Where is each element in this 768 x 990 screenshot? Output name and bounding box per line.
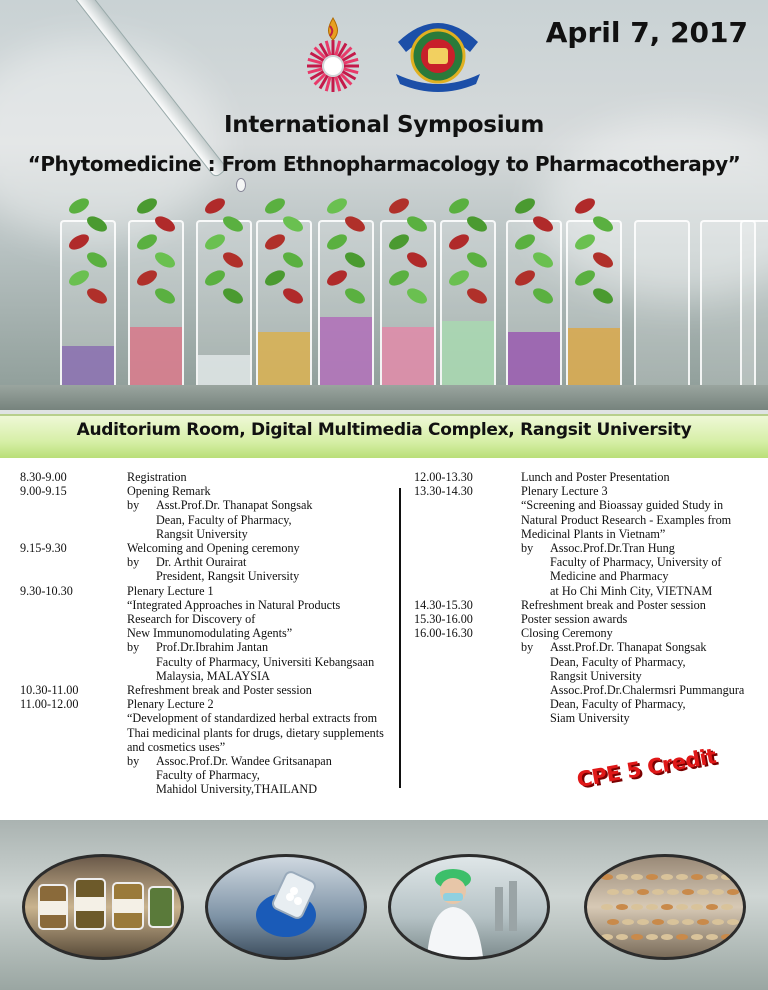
test-tube-icon — [256, 220, 312, 410]
speaker-line: President, Rangsit University — [156, 569, 300, 584]
speaker-line: Faculty of Pharmacy, Universiti Kebangsaan — [156, 654, 375, 669]
symposium-emblem-icon — [297, 14, 369, 94]
schedule-item — [20, 470, 395, 484]
plant-leaf-icon — [324, 195, 349, 216]
schedule-item — [414, 626, 764, 725]
schedule-time: 9.30-10.30 — [20, 583, 73, 598]
symposium-subtitle: “Phytomedicine : From Ethnopharmacology to Pharmacotherapy” — [27, 152, 741, 176]
event-date: April 7, 2017 — [545, 16, 748, 49]
speaker-line: Dean, Faculty of Pharmacy, — [550, 697, 686, 712]
schedule-time: 15.30-16.00 — [414, 612, 473, 627]
test-tube-icon — [128, 220, 184, 410]
speaker-line: at Ho Chi Minh City, VIETNAM — [550, 583, 713, 598]
droplet-icon — [236, 178, 246, 192]
schedule-title: Plenary Lecture 1 — [127, 583, 214, 598]
test-tube-icon — [380, 220, 436, 410]
schedule-title: Lunch and Poster Presentation — [521, 470, 670, 484]
cpe-credit-badge: CPE 5 Credit — [574, 743, 718, 793]
schedule-time: 14.30-15.30 — [414, 597, 473, 612]
schedule-detail: New Immunomodulating Agents” — [127, 626, 293, 641]
test-tube-icon — [60, 220, 116, 410]
speaker-line: Mahidol University,THAILAND — [156, 782, 318, 797]
schedule-detail: “Development of standardized herbal extracts from — [127, 711, 378, 726]
schedule-title: Plenary Lecture 3 — [521, 484, 608, 499]
speaker-line: Asst.Prof.Dr. Thanapat Songsak — [550, 640, 707, 655]
schedule-title: Closing Ceremony — [521, 626, 613, 641]
speaker-line: Asst.Prof.Dr. Thanapat Songsak — [156, 498, 313, 513]
speaker-line: Malaysia, MALAYSIA — [156, 668, 270, 683]
by-label: by — [127, 640, 140, 655]
lab-scientist-image — [388, 854, 550, 960]
column-divider — [399, 488, 401, 788]
schedule-detail: “Integrated Approaches in Natural Products — [127, 597, 341, 612]
speaker-line: Dr. Arthit Ourairat — [156, 555, 247, 570]
by-label: by — [521, 640, 534, 655]
schedule-item — [414, 612, 764, 626]
schedule-detail: “Screening and Bioassay guided Study in — [521, 498, 724, 513]
schedule-title: Poster session awards — [521, 612, 628, 627]
schedule-title: Refreshment break and Poster session — [521, 597, 706, 612]
plant-leaf-icon — [386, 195, 411, 216]
hero-test-tubes-image — [0, 0, 768, 410]
schedule-time: 9.00-9.15 — [20, 484, 67, 499]
schedule-detail: and cosmetics uses” — [127, 739, 226, 754]
plant-leaf-icon — [512, 195, 537, 216]
schedule-time: 8.30-9.00 — [20, 470, 67, 484]
schedule-item — [20, 484, 395, 541]
venue-text: Auditorium Room, Digital Multimedia Complex, Rangsit University — [76, 420, 692, 440]
speaker-line: Rangsit University — [156, 526, 248, 541]
schedule-time: 13.30-14.30 — [414, 484, 473, 499]
schedule-item — [20, 584, 395, 683]
faculty-of-pharmacy-seal-icon — [390, 10, 486, 96]
schedule-item — [20, 697, 395, 796]
herbal-jars-image — [22, 854, 184, 960]
speaker-line: Faculty of Pharmacy, University of — [550, 555, 722, 570]
schedule-item — [20, 683, 395, 697]
test-tube-icon — [634, 220, 690, 410]
plant-leaf-icon — [202, 195, 227, 216]
capsule-tray-image — [584, 854, 746, 960]
speaker-line: Prof.Dr.Ibrahim Jantan — [156, 640, 269, 655]
schedule-title: Opening Remark — [127, 484, 211, 499]
test-tube-icon — [440, 220, 496, 410]
speaker-line: Faculty of Pharmacy, — [156, 768, 260, 783]
schedule-title: Refreshment break and Poster session — [127, 683, 312, 698]
speaker-line: Dean, Faculty of Pharmacy, — [156, 512, 292, 527]
speaker-line: Dean, Faculty of Pharmacy, — [550, 654, 686, 669]
by-label: by — [127, 754, 140, 769]
capsule-bottle-image — [205, 854, 367, 960]
program-left-column — [20, 470, 395, 797]
by-label: by — [521, 541, 534, 556]
schedule-detail: Natural Product Research - Examples from — [521, 512, 732, 527]
schedule-title: Plenary Lecture 2 — [127, 697, 214, 712]
plant-leaf-icon — [262, 195, 287, 216]
schedule-time: 16.00-16.30 — [414, 626, 473, 641]
speaker-line: Assoc.Prof.Dr. Wandee Gritsanapan — [156, 754, 332, 769]
test-tube-icon — [566, 220, 622, 410]
schedule-time: 12.00-13.30 — [414, 470, 473, 484]
schedule-item — [20, 541, 395, 584]
by-label: by — [127, 555, 140, 570]
speaker-line: Medicine and Pharmacy — [550, 569, 669, 584]
program-right-column — [414, 470, 764, 726]
test-tube-icon — [506, 220, 562, 410]
plant-leaf-icon — [446, 195, 471, 216]
speaker-line: Rangsit University — [550, 668, 642, 683]
test-tube-icon — [196, 220, 252, 410]
schedule-detail: Medicinal Plants in Vietnam” — [521, 526, 666, 541]
schedule-title: Welcoming and Opening ceremony — [127, 541, 300, 556]
schedule-time: 11.00-12.00 — [20, 697, 79, 712]
schedule-detail: Thai medicinal plants for drugs, dietary supplements — [127, 725, 384, 740]
schedule-title: Registration — [127, 470, 187, 484]
symposium-title: International Symposium — [223, 112, 545, 138]
schedule-item — [414, 598, 764, 612]
schedule-detail: Research for Discovery of — [127, 612, 256, 627]
schedule-item — [414, 470, 764, 484]
schedule-item — [414, 484, 764, 598]
speaker-line: Assoc.Prof.Dr.Chalermsri Pummangura — [550, 683, 745, 698]
speaker-line: Siam University — [550, 711, 630, 726]
test-tube-icon — [318, 220, 374, 410]
by-label: by — [127, 498, 140, 513]
speaker-line: Assoc.Prof.Dr.Tran Hung — [550, 541, 675, 556]
test-tube-icon — [740, 220, 768, 410]
schedule-time: 10.30-11.00 — [20, 683, 79, 698]
schedule-time: 9.15-9.30 — [20, 541, 67, 556]
